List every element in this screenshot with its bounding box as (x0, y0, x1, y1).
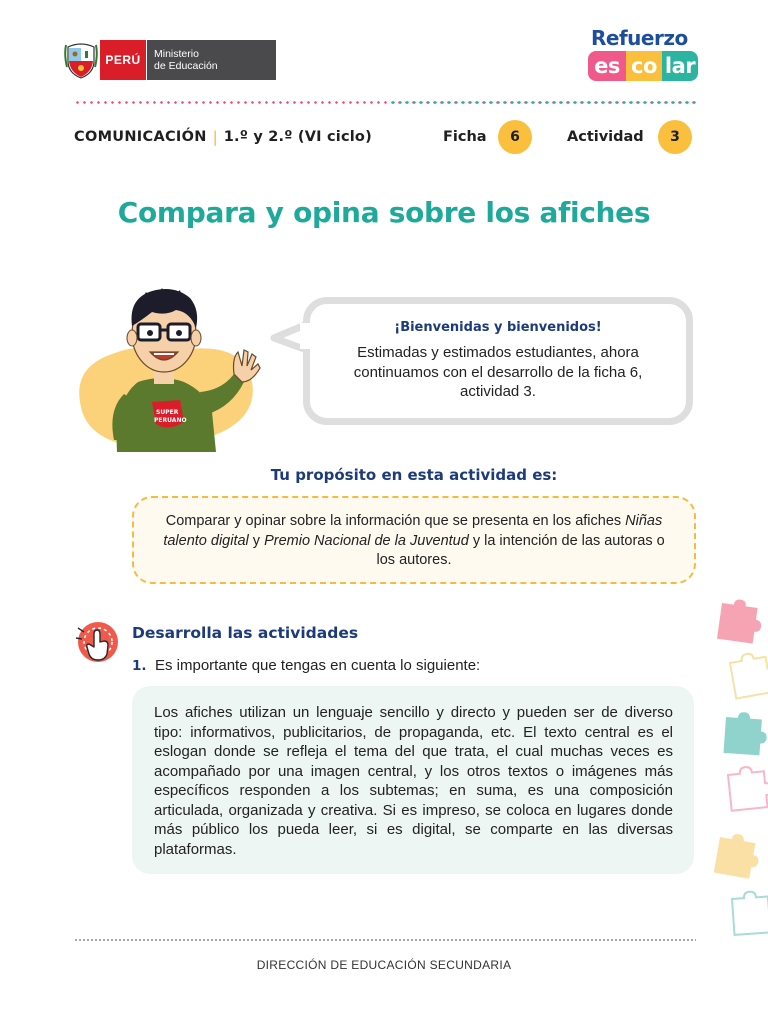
ministry-label (146, 40, 276, 80)
purpose-box (132, 496, 696, 584)
item-text: Es importante que tengas en cuenta lo siguiente: (155, 657, 481, 674)
subject-label: COMUNICACIÓN (74, 129, 207, 145)
item-number: 1. (132, 658, 147, 674)
grade-label: 1.º y 2.º (VI ciclo) (223, 129, 372, 145)
refuerzo-escolar-logo (588, 26, 698, 88)
shirt-text-2: PERUANO (154, 417, 187, 424)
activity-number-badge: 3 (658, 120, 692, 154)
page-title: Compara y opina sobre los afiches (117, 196, 651, 229)
student-character-illustration (72, 282, 282, 452)
welcome-speech-bubble (303, 297, 693, 425)
brand-tile-co: co (626, 51, 662, 81)
footer-divider (74, 939, 696, 941)
purpose-text-mid: y (248, 532, 265, 549)
brand-bottom-word (588, 51, 698, 81)
purpose-heading: Tu propósito en esta actividad es: (270, 466, 558, 484)
header-divider-teal (390, 101, 696, 104)
activity-label: Actividad (567, 129, 644, 145)
ministry-line-2: de Educación (154, 60, 218, 72)
minedu-logo (62, 40, 276, 80)
purpose-text-start: Comparar y opinar sobre la información que se presenta en los afiches (165, 513, 626, 529)
welcome-text: Estimadas y estimados estudiantes, ahora continuamos con el desarrollo de la ficha 6, actividad 3. (353, 344, 643, 400)
poster-title-2: Premio Nacional de la Juventud (264, 532, 469, 549)
welcome-heading: ¡Bienvenidas y bienvenidos! (394, 320, 602, 335)
meta-separator: | (212, 128, 218, 146)
ficha-number-badge: 6 (498, 120, 532, 154)
coat-of-arms-icon (62, 40, 100, 80)
shirt-text-1: SUPER (156, 409, 179, 416)
brand-tile-es: es (588, 51, 626, 81)
brand-tile-lar: lar (662, 51, 698, 81)
ficha-label: Ficha (443, 129, 487, 145)
poster-title-1: Niñas talento digital (163, 513, 663, 549)
bubble-tail-mask (300, 323, 314, 349)
decorative-puzzle-pieces (712, 595, 768, 955)
touch-hand-icon (74, 620, 120, 664)
activities-heading: Desarrolla las actividades (132, 624, 359, 642)
ministry-line-1: Ministerio (154, 48, 199, 60)
info-box: Los afiches utilizan un lenguaje sencillo y directo y pueden ser de diverso tipo: informativos, publicitarios, de propaganda, etc. El texto central es el eslogan donde se refleja el tema del que trata, el cual muchas veces es acompañado por una imagen central, y los otros textos o imágenes más específicos responden a los subtemas; en suma, es una composición articulada, organizada y creativa. Si es impreso, se coloca en lugares donde más público los pueda leer, si es digital, se comparte en las diversas plataformas. (132, 686, 694, 874)
brand-top-word: Refuerzo (591, 26, 688, 50)
purpose-text-end: y la intención de las autoras o los autores. (376, 532, 665, 568)
peru-label: PERÚ (100, 40, 146, 80)
meta-row (74, 120, 696, 154)
footer-text: DIRECCIÓN DE EDUCACIÓN SECUNDARIA (256, 958, 512, 972)
